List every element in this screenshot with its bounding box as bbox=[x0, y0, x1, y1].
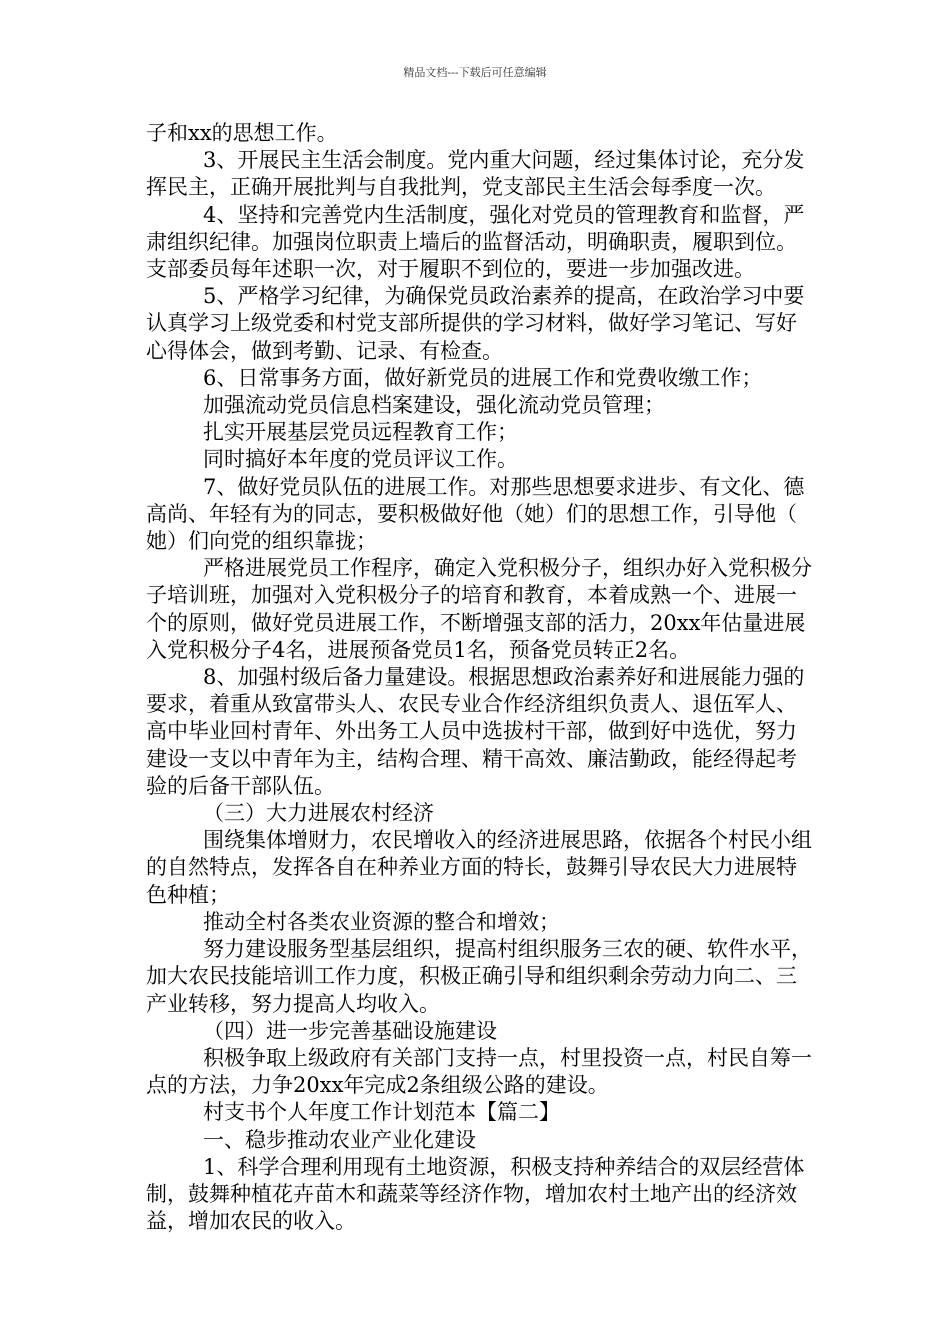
paragraph: 推动全村各类农业资源的整合和增效； bbox=[203, 909, 560, 934]
section-heading: （四）进一步完善基础设施建设 bbox=[203, 1018, 497, 1043]
paragraph: 积极争取上级政府有关部门支持一点，村里投资一点，村民自筹一点的方法，力争20xx年完成2条组级公路的建设。 bbox=[146, 1045, 812, 1098]
paragraph: 努力建设服务型基层组织，提高村组织服务三农的硬、软件水平，加大农民技能培训工作力度，积极正确引导和组织剩余劳动力向二、三产业转移，努力提高人均收入。 bbox=[146, 937, 812, 1016]
paragraph: 4、坚持和完善党内生活制度，强化对党员的管理教育和监督，严肃组织纪律。加强岗位职责上墙后的监督活动，明确职责，履职到位。支部委员每年述职一次，对于履职不到位的，要进一步加强改进。 bbox=[146, 202, 805, 282]
paragraph: 8、加强村级后备力量建设。根据思想政治素养好和进展能力强的要求，着重从致富带头人、农民专业合作经济组织负责人、退伍军人、高中毕业回村青年、外出务工人员中选拔村干部，做到好中选优，努力建设一支以中青年为主，结构合理、精干高效、廉洁勤政，能经得起考验的后备干部队伍。 bbox=[146, 665, 805, 798]
paragraph: 7、做好党员队伍的进展工作。对那些思想要求进步、有文化、德高尚、年轻有为的同志，要积极做好他（她）们的思想工作，引导他（她）们向党的组织靠拢； bbox=[146, 474, 805, 554]
paragraph: 3、开展民主生活会制度。党内重大问题，经过集体讨论，充分发挥民主，正确开展批判与自我批判，党支部民主生活会每季度一次。 bbox=[146, 148, 805, 200]
document-body bbox=[146, 120, 814, 1235]
section-heading: （三）大力进展农村经济 bbox=[203, 801, 434, 826]
paragraph: 5、严格学习纪律，为确保党员政治素养的提高，在政治学习中要认真学习上级党委和村党支部所提供的学习材料，做好学习笔记、写好心得体会，做到考勤、记录、有检查。 bbox=[146, 284, 805, 363]
paragraph: 围绕集体增财力，农民增收入的经济进展思路，依据各个村民小组的自然特点，发挥各自在种养业方面的特长，鼓舞引导农民大力进展特色种植； bbox=[146, 828, 812, 907]
paragraph: 扎实开展基层党员远程教育工作； bbox=[203, 420, 518, 445]
paragraph: 加强流动党员信息档案建设，强化流动党员管理； bbox=[203, 393, 665, 418]
paragraph: 同时搞好本年度的党员评议工作。 bbox=[203, 447, 518, 472]
page-header: 精品文档---下载后可任意编辑 bbox=[403, 66, 547, 79]
paragraph: 子和xx的思想工作。 bbox=[146, 121, 338, 145]
paragraph: 6、日常事务方面，做好新党员的进展工作和党费收缴工作； bbox=[203, 365, 763, 390]
paragraph: 严格进展党员工作程序，确定入党积极分子，组织办好入党积极分子培训班，加强对入党积极分子的培育和教育，本着成熟一个、进展一个的原则，做好党员进展工作，不断增强支部的活力，20xx年估量进展入党积极分子4名，进展预备党员1名，预备党员转正2名。 bbox=[146, 556, 812, 662]
section-heading: 一、稳步推动农业产业化建设 bbox=[203, 1127, 476, 1152]
paragraph: 1、科学合理利用现有土地资源，积极支持种养结合的双层经营体制，鼓舞种植花卉苗木和蔬菜等经济作物，增加农村土地产出的经济效益，增加农民的收入。 bbox=[146, 1154, 805, 1234]
document-subtitle: 村支书个人年度工作计划范本【篇二】 bbox=[203, 1100, 560, 1125]
